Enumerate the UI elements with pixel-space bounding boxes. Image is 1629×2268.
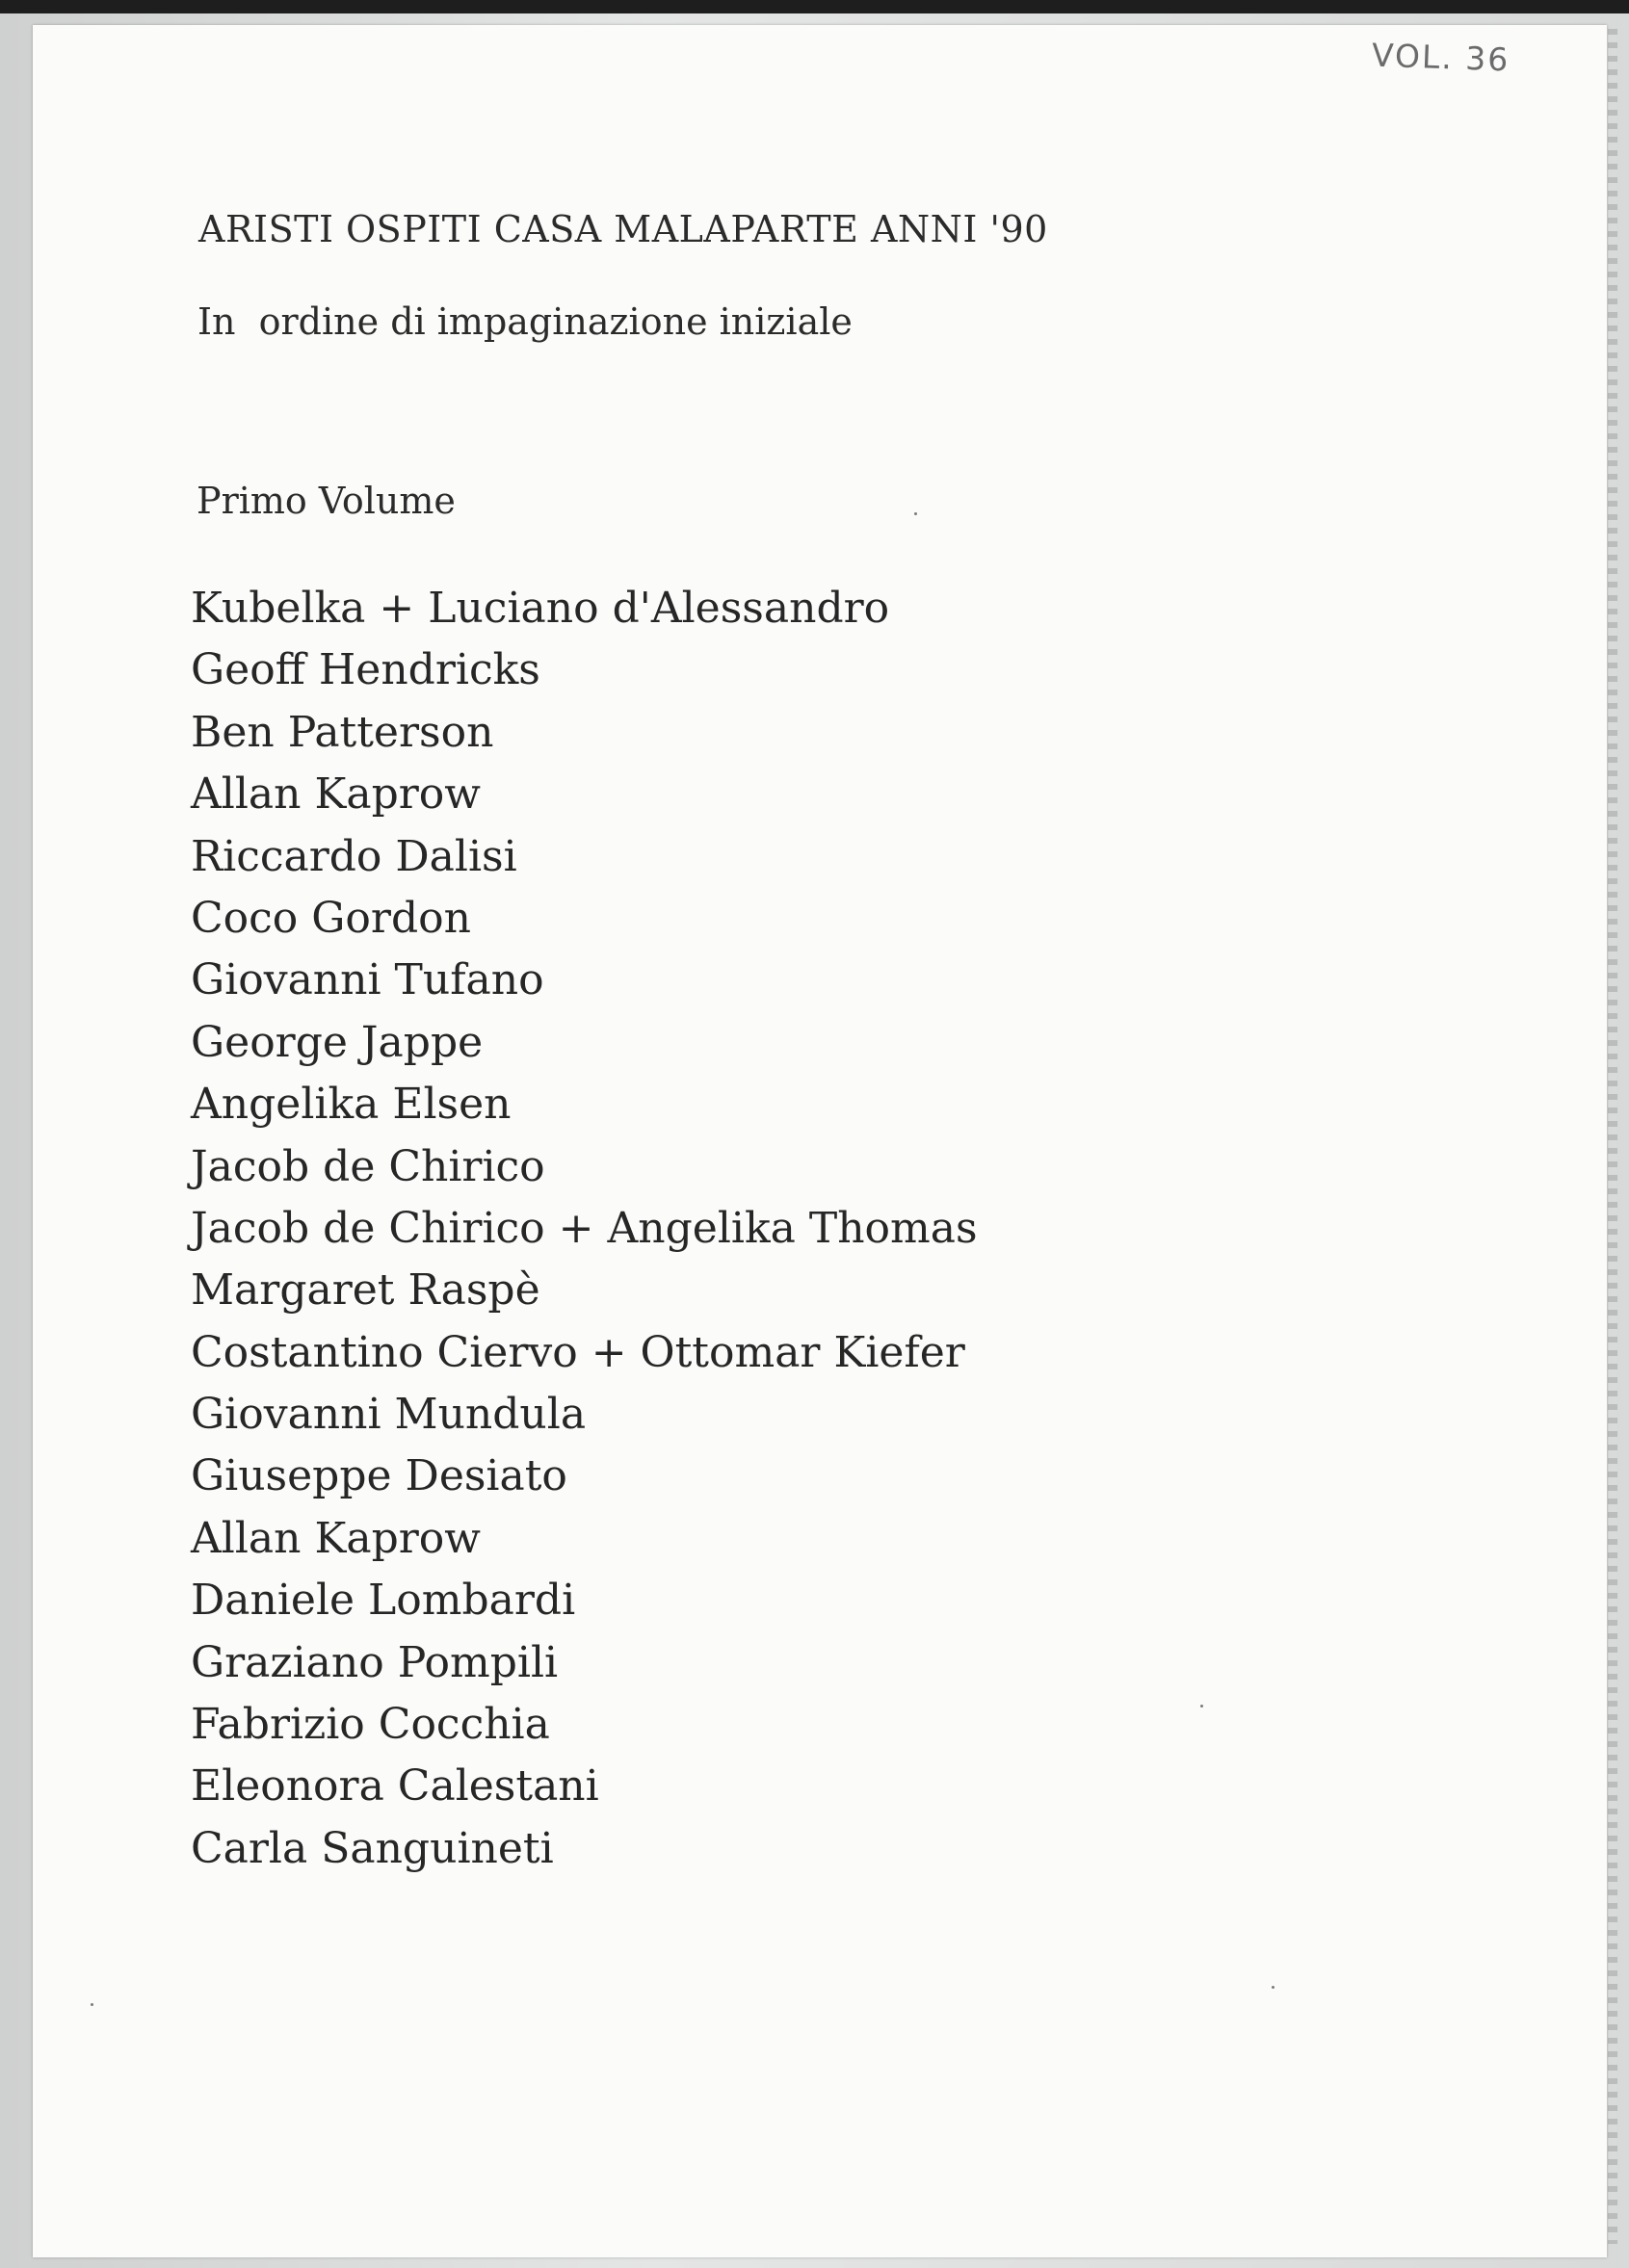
artist-entry: Riccardo Dalisi (191, 831, 517, 881)
artist-entry: Daniele Lombardi (191, 1576, 576, 1626)
artist-entry: Ben Patterson (191, 707, 494, 757)
document-title: ARISTI OSPITI CASA MALAPARTE ANNI '90 (198, 208, 1048, 250)
artist-entry: Allan Kaprow (191, 769, 481, 820)
sleeve-binding-edge (1608, 29, 1617, 2244)
paper-speck (1272, 1986, 1274, 1989)
artist-entry: Allan Kaprow (191, 1513, 481, 1563)
artist-entry: Giovanni Tufano (191, 955, 544, 1005)
artist-entry: Geoff Hendricks (191, 645, 540, 695)
handwritten-volume-mark: VOL. 36 (1371, 36, 1511, 79)
artist-entry: Fabrizio Cocchia (191, 1700, 550, 1750)
artist-entry: Jacob de Chirico (191, 1141, 545, 1191)
artist-list (191, 578, 978, 1880)
paper-sheet (33, 25, 1607, 2257)
section-heading: Primo Volume (197, 480, 456, 522)
artist-entry: Giuseppe Desiato (191, 1451, 567, 1501)
document-subtitle: In ordine di impaginazione iniziale (197, 300, 853, 343)
paper-speck (91, 2003, 93, 2006)
artist-entry: Margaret Raspè (191, 1265, 540, 1316)
artist-entry: Coco Gordon (191, 893, 471, 943)
artist-entry: Costantino Ciervo + Ottomar Kiefer (191, 1327, 965, 1377)
artist-entry: Graziano Pompili (191, 1637, 559, 1687)
artist-entry: Carla Sanguineti (191, 1823, 554, 1873)
paper-speck (914, 512, 917, 515)
artist-entry: George Jappe (191, 1017, 484, 1067)
paper-speck (1200, 1705, 1203, 1708)
artist-entry: Angelika Elsen (191, 1080, 512, 1130)
artist-entry: Giovanni Mundula (191, 1390, 587, 1440)
artist-entry: Kubelka + Luciano d'Alessandro (191, 584, 890, 633)
artist-entry: Jacob de Chirico + Angelika Thomas (191, 1203, 978, 1253)
artist-entry: Eleonora Calestani (191, 1761, 599, 1812)
